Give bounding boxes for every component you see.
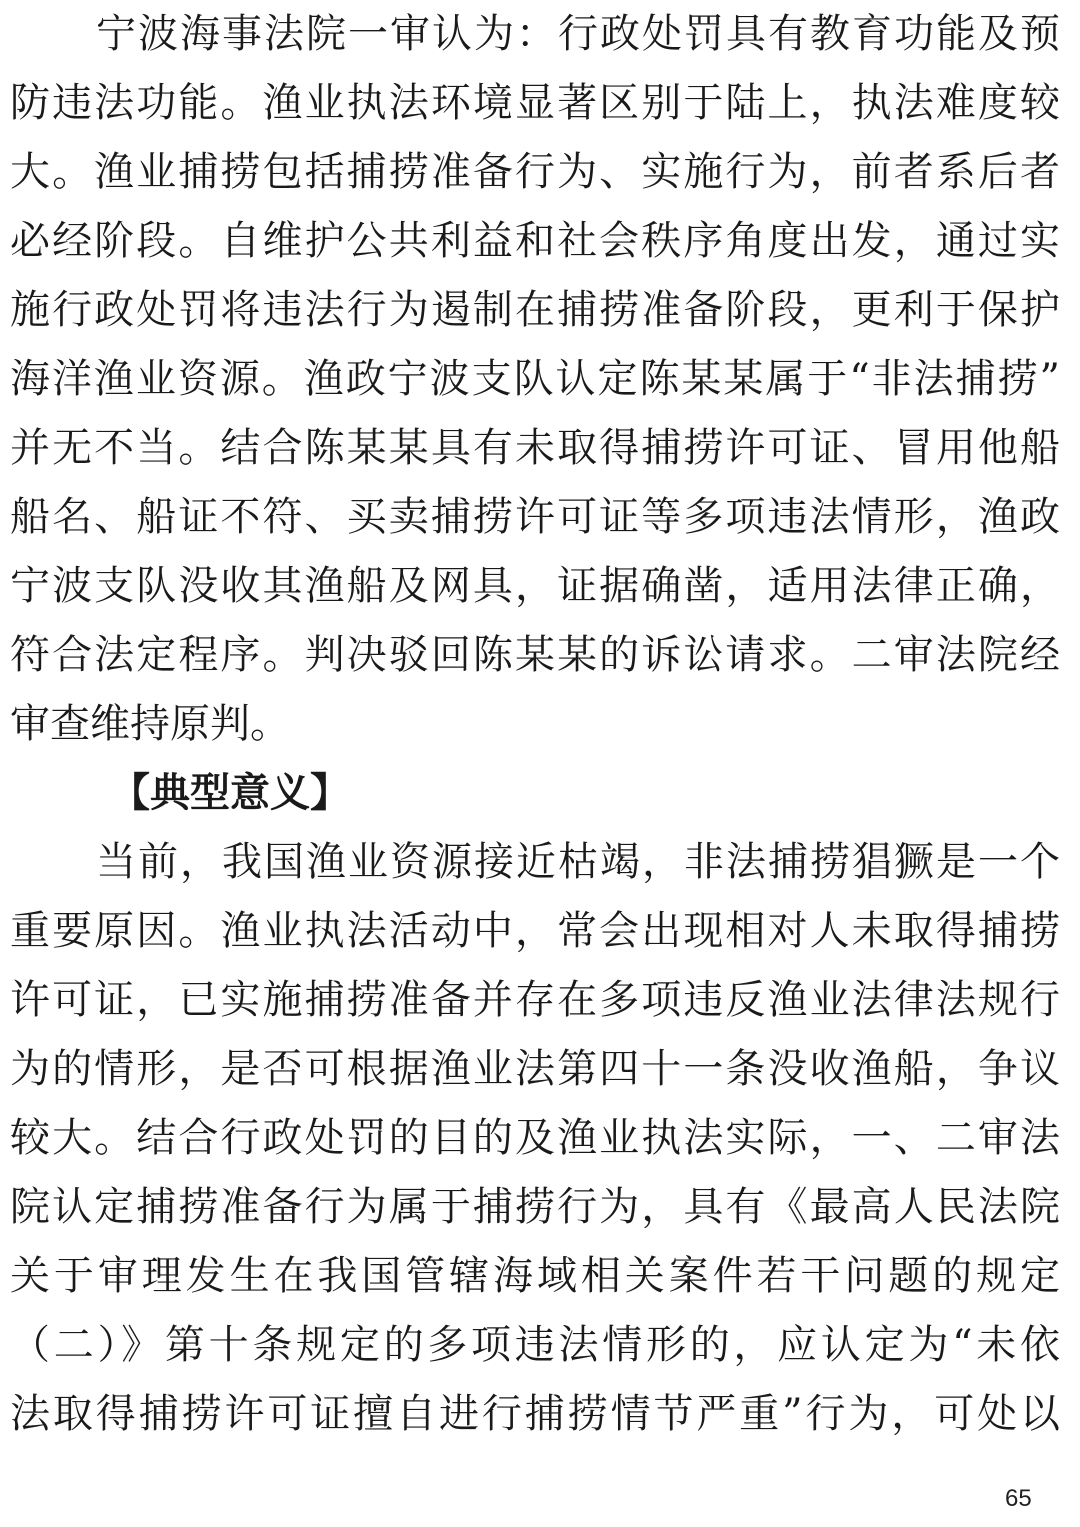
text-line: 海洋渔业资源。渔政宁波支队认定陈某某属于“非法捕捞”: [10, 356, 1060, 402]
text-line: 当前，我国渔业资源接近枯竭，非法捕捞猖獗是一个: [96, 839, 1060, 885]
paragraph-significance: [10, 828, 1060, 1449]
section-heading: 【典型意义】: [110, 770, 350, 816]
text-line: 防违法功能。渔业执法环境显著区别于陆上，执法难度较: [10, 80, 1060, 126]
text-line: 大。渔业捕捞包括捕捞准备行为、实施行为，前者系后者: [10, 149, 1060, 195]
text-line: 并无不当。结合陈某某具有未取得捕捞许可证、冒用他船: [10, 425, 1060, 471]
text-line: 船名、船证不符、买卖捕捞许可证等多项违法情形，渔政: [10, 494, 1060, 540]
paragraph-court-ruling: [10, 0, 1060, 759]
text-line: 许可证，已实施捕捞准备并存在多项违反渔业法律法规行: [10, 977, 1060, 1023]
text-line: 重要原因。渔业执法活动中，常会出现相对人未取得捕捞: [10, 908, 1060, 954]
text-line: 宁波支队没收其渔船及网具，证据确凿，适用法律正确，: [10, 563, 1060, 609]
text-line: 施行政处罚将违法行为遏制在捕捞准备阶段，更利于保护: [10, 287, 1060, 333]
text-line: 必经阶段。自维护公共利益和社会秩序角度出发，通过实: [10, 218, 1060, 264]
text-line: （二）》第十条规定的多项违法情形的，应认定为“未依: [10, 1322, 1060, 1368]
text-line: 宁波海事法院一审认为：行政处罚具有教育功能及预: [96, 11, 1060, 57]
text-line: 审查维持原判。: [10, 701, 290, 747]
text-line: 为的情形，是否可根据渔业法第四十一条没收渔船，争议: [10, 1046, 1060, 1092]
text-line: 较大。结合行政处罚的目的及渔业执法实际，一、二审法: [10, 1115, 1060, 1161]
body-text: [10, 0, 1060, 1449]
text-line: 符合法定程序。判决驳回陈某某的诉讼请求。二审法院经: [10, 632, 1060, 678]
text-line: 关于审理发生在我国管辖海域相关案件若干问题的规定: [10, 1253, 1060, 1299]
text-line: 院认定捕捞准备行为属于捕捞行为，具有《最高人民法院: [10, 1184, 1060, 1230]
text-line: 法取得捕捞许可证擅自进行捕捞情节严重”行为，可处以: [10, 1391, 1060, 1437]
page-number: 65: [1005, 1485, 1032, 1512]
